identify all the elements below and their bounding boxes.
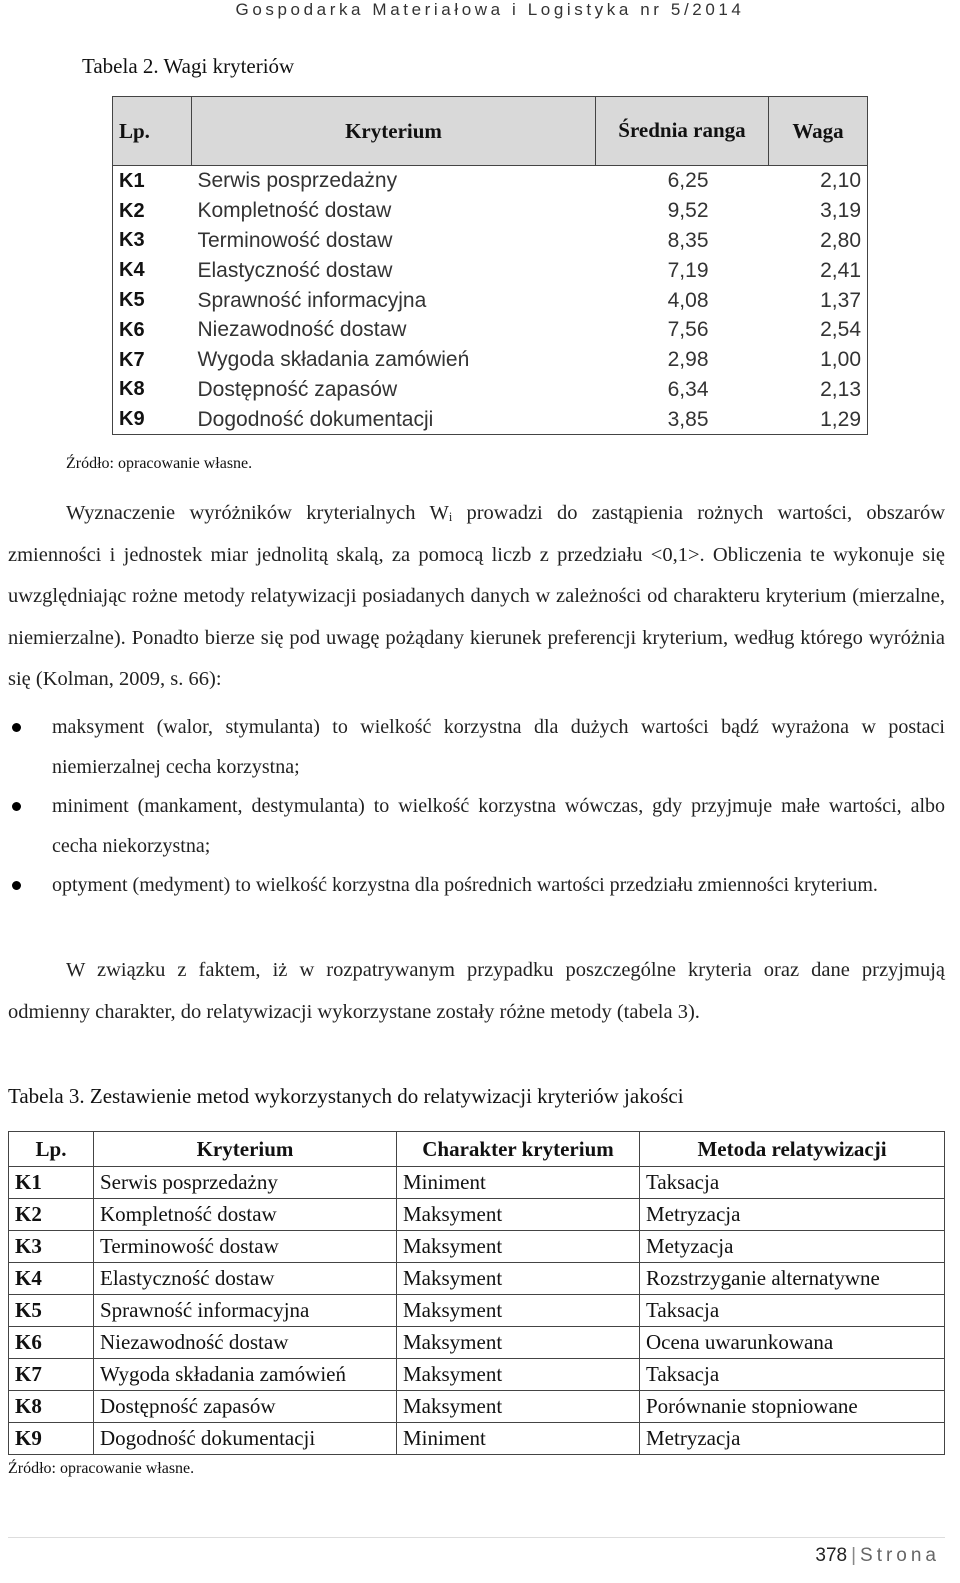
footer-divider <box>8 1537 945 1538</box>
cell-waga: 2,54 <box>820 318 861 342</box>
paragraph-conclusion <box>8 950 945 1033</box>
cell-srednia: 6,34 <box>667 377 709 401</box>
cell-kryterium: Elastyczność dostaw <box>197 258 393 282</box>
cell-lp: K4 <box>9 1263 94 1295</box>
cell-kryterium: Niezawodność dostaw <box>94 1327 397 1359</box>
cell-charakter: Miniment <box>397 1167 640 1199</box>
cell-metoda: Rozstrzyganie alternatywne <box>640 1263 945 1295</box>
cell-lp: K7 <box>9 1359 94 1391</box>
table2-header-row <box>113 97 868 166</box>
cell-kryterium: Dostępność zapasów <box>94 1391 397 1423</box>
cell-lp: K6 <box>119 318 145 341</box>
cell-waga: 2,80 <box>820 228 861 252</box>
cell-srednia: 8,35 <box>667 228 709 252</box>
table-row <box>113 404 868 434</box>
table-row <box>9 1295 945 1327</box>
page-number: 378 <box>815 1545 848 1566</box>
cell-srednia: 3,85 <box>667 407 709 431</box>
cell-charakter: Maksyment <box>397 1359 640 1391</box>
cell-lp: K1 <box>9 1167 94 1199</box>
cell-charakter: Maksyment <box>397 1295 640 1327</box>
cell-waga: 2,13 <box>820 377 861 401</box>
footer-separator: | <box>851 1545 857 1566</box>
table-row <box>9 1263 945 1295</box>
cell-kryterium: Dogodność dokumentacji <box>197 407 434 431</box>
cell-charakter: Maksyment <box>397 1391 640 1423</box>
cell-kryterium: Kompletność dostaw <box>197 199 392 223</box>
page-footer <box>815 1545 940 1567</box>
cell-charakter: Maksyment <box>397 1327 640 1359</box>
table2-source: Źródło: opracowanie własne. <box>66 455 253 472</box>
cell-srednia: 4,08 <box>667 288 709 312</box>
cell-srednia: 6,25 <box>667 169 709 193</box>
cell-lp: K2 <box>9 1199 94 1231</box>
table3-header-kryterium: Kryterium <box>94 1132 397 1167</box>
cell-kryterium: Wygoda składania zamówień <box>197 348 470 372</box>
table-row <box>113 315 868 345</box>
cell-kryterium: Serwis posprzedażny <box>197 169 398 193</box>
cell-srednia: 7,19 <box>667 258 709 282</box>
cell-waga: 1,29 <box>820 407 861 431</box>
list-item <box>8 708 945 787</box>
cell-waga: 2,41 <box>820 258 861 282</box>
list-item-text: optyment (medyment) to wielkość korzystna dla pośrednich wartości przedziału zmienności kryterium. <box>52 874 878 896</box>
cell-metoda: Ocena uwarunkowana <box>640 1327 945 1359</box>
table-row <box>9 1391 945 1423</box>
cell-lp: K2 <box>119 199 145 222</box>
cell-lp: K5 <box>119 289 145 312</box>
cell-kryterium: Niezawodność dostaw <box>197 318 407 342</box>
cell-srednia: 9,52 <box>667 199 709 223</box>
cell-lp: K6 <box>9 1327 94 1359</box>
table-row <box>9 1359 945 1391</box>
cell-lp: K7 <box>119 348 145 371</box>
table-row <box>113 255 868 285</box>
table3-source: Źródło: opracowanie własne. <box>8 1460 195 1477</box>
table2-header-waga: Waga <box>769 97 868 166</box>
table2 <box>112 96 868 435</box>
cell-waga: 2,10 <box>820 169 861 193</box>
table3-header-lp: Lp. <box>9 1132 94 1167</box>
bullet-icon <box>12 802 21 811</box>
cell-metoda: Metryzacja <box>640 1423 945 1455</box>
cell-lp: K9 <box>9 1423 94 1455</box>
cell-lp: K3 <box>9 1231 94 1263</box>
table-row <box>9 1231 945 1263</box>
table-row <box>113 345 868 375</box>
cell-kryterium: Terminowość dostaw <box>94 1231 397 1263</box>
cell-waga: 3,19 <box>820 199 861 223</box>
list-item <box>8 787 945 866</box>
cell-kryterium: Sprawność informacyjna <box>94 1295 397 1327</box>
cell-lp: K1 <box>119 169 145 192</box>
table3-caption: Tabela 3. Zestawienie metod wykorzystanych do relatywizacji kryteriów jakości <box>8 1084 684 1108</box>
cell-metoda: Taksacja <box>640 1167 945 1199</box>
table2-header-kryterium: Kryterium <box>192 97 596 166</box>
list-item-text: miniment (mankament, destymulanta) to wielkość korzystna wówczas, gdy przyjmuje małe wartości, albo cecha niekorzystna; <box>52 795 945 857</box>
table-row <box>9 1167 945 1199</box>
bullet-icon <box>12 881 21 890</box>
table-row <box>9 1423 945 1455</box>
cell-waga: 1,00 <box>820 348 861 372</box>
table-row <box>113 196 868 226</box>
paragraph-intro <box>8 493 945 701</box>
cell-kryterium: Sprawność informacyjna <box>197 288 427 312</box>
list-item <box>8 866 945 906</box>
table-row <box>113 375 868 405</box>
cell-kryterium: Serwis posprzedażny <box>94 1167 397 1199</box>
list-item-text: maksyment (walor, stymulanta) to wielkość korzystna dla dużych wartości bądź wyrażona w postaci niemierzalnej cecha korzystna; <box>52 716 945 778</box>
journal-header: Gospodarka Materiałowa i Logistyka nr 5/2014 <box>235 0 745 19</box>
table-row <box>113 285 868 315</box>
cell-metoda: Taksacja <box>640 1295 945 1327</box>
cell-charakter: Maksyment <box>397 1231 640 1263</box>
cell-lp: K3 <box>119 229 145 252</box>
cell-kryterium: Elastyczność dostaw <box>94 1263 397 1295</box>
cell-lp: K8 <box>9 1391 94 1423</box>
cell-lp: K9 <box>119 408 145 431</box>
cell-metoda: Metryzacja <box>640 1199 945 1231</box>
table2-header-srednia: Średnia ranga <box>596 97 769 166</box>
cell-waga: 1,37 <box>820 288 861 312</box>
table3-header-metoda: Metoda relatywizacji <box>640 1132 945 1167</box>
cell-kryterium: Dostępność zapasów <box>197 377 398 401</box>
bullet-list <box>8 708 945 906</box>
table3 <box>8 1131 945 1455</box>
table-row <box>9 1199 945 1231</box>
cell-metoda: Taksacja <box>640 1359 945 1391</box>
cell-charakter: Maksyment <box>397 1263 640 1295</box>
page-label: Strona <box>860 1545 940 1566</box>
table2-header-lp: Lp. <box>113 97 192 166</box>
table2-caption: Tabela 2. Wagi kryteriów <box>82 54 295 78</box>
cell-kryterium: Kompletność dostaw <box>94 1199 397 1231</box>
cell-charakter: Maksyment <box>397 1199 640 1231</box>
cell-lp: K4 <box>119 259 145 282</box>
cell-kryterium: Dogodność dokumentacji <box>94 1423 397 1455</box>
cell-kryterium: Terminowość dostaw <box>197 228 393 252</box>
paragraph-conclusion-text: W związku z faktem, iż w rozpatrywanym przypadku poszczególne kryteria oraz dane przyjmują odmienny charakter, do relatywizacji wykorzystane zostały różne metody (tabela 3). <box>8 959 945 1023</box>
table3-header-charakter: Charakter kryterium <box>397 1132 640 1167</box>
cell-kryterium: Wygoda składania zamówień <box>94 1359 397 1391</box>
table-row <box>113 226 868 256</box>
cell-lp: K5 <box>9 1295 94 1327</box>
cell-metoda: Metyzacja <box>640 1231 945 1263</box>
bullet-icon <box>12 723 21 732</box>
cell-lp: K8 <box>119 378 145 401</box>
cell-charakter: Miniment <box>397 1423 640 1455</box>
table3-header-row <box>9 1132 945 1167</box>
paragraph-intro-text: Wyznaczenie wyróżników kryterialnych Wᵢ prowadzi do zastąpienia rożnych wartości, obszarów zmienności i jednostek miar jednolitą skalą, za pomocą liczb z przedziału <0,1>. Obliczenia te wykonuje się uwzględniając rożne metody relatywizacji posiadanych danych w zależności od charakteru kryterium (mierzalne, niemierzalne). Ponadto bierze się pod uwagę pożądany kierunek preferencji kryterium, według którego wyróżnia się (Kolman, 2009, s. 66): <box>8 502 945 690</box>
table-row <box>9 1327 945 1359</box>
cell-srednia: 7,56 <box>667 318 709 342</box>
table-row <box>113 166 868 196</box>
cell-srednia: 2,98 <box>667 348 709 372</box>
cell-metoda: Porównanie stopniowane <box>640 1391 945 1423</box>
